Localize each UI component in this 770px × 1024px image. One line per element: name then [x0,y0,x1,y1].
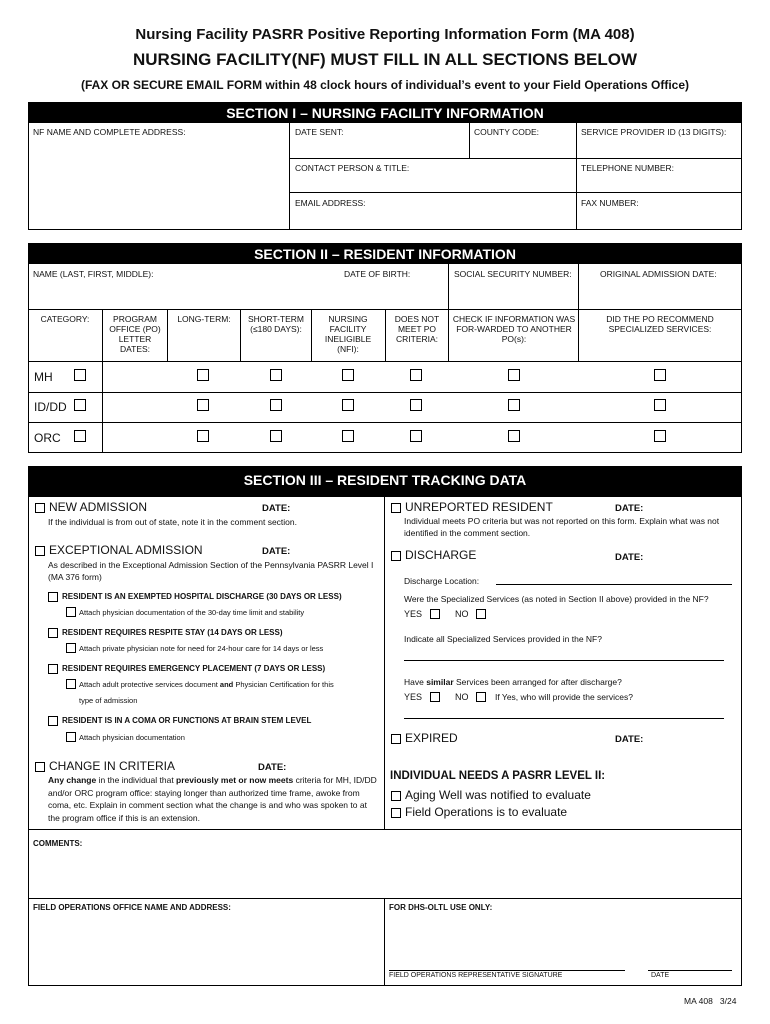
unreported-note: Individual meets PO criteria but was not reported on this form. Explain what was not identified in the comment section. [404,516,720,538]
aging-well-label: Aging Well was notified to evaluate [405,788,591,802]
col-nfi: NURSING FACILITY INELIGIBLE (NFI): [324,314,372,354]
new-admission-note: If the individual is from out of state, note it in the comment section. [48,517,297,527]
provider-id-field[interactable]: SERVICE PROVIDER ID (13 DIGITS): [581,127,727,137]
iddd-po-criteria-checkbox[interactable] [410,399,422,411]
orc-po-criteria-checkbox[interactable] [410,430,422,442]
telephone-field[interactable]: TELEPHONE NUMBER: [581,163,675,173]
expired-checkbox[interactable] [391,734,401,744]
fax-field[interactable]: FAX NUMBER: [581,198,639,208]
col-po-criteria: DOES NOT MEET PO CRITERIA: [394,314,440,344]
resident-name-field[interactable]: NAME (LAST, FIRST, MIDDLE): [33,269,154,279]
respite-attach-label: Attach private physician note for need for 24-hour care for 14 days or less [79,644,324,653]
specialized-question: Were the Specialized Services (as noted in Section II above) provided in the NF? [404,594,709,604]
mh-category-checkbox[interactable] [74,369,86,381]
row-iddd-label: ID/DD [34,400,67,414]
exceptional-note: As described in the Exceptional Admission Section of the Pennsylvania PASRR Level I (MA 376 form) [48,560,374,582]
email-field[interactable]: EMAIL ADDRESS: [295,198,366,208]
mh-specialized-checkbox[interactable] [654,369,666,381]
section-3-header: SECTION III – RESIDENT TRACKING DATA [29,467,741,497]
change-criteria-note: Any change in the individual that previously met or now meets criteria for MH, ID/DD and/or ORC program office: staying longer than authorized time frame, awoke from coma, etc. Explain in comment section what the change is and who was spoken to at the program office if this is an extension. [48,775,377,823]
mh-po-criteria-checkbox[interactable] [410,369,422,381]
exempted-label: RESIDENT IS AN EXEMPTED HOSPITAL DISCHARGE (30 DAYS OR LESS) [62,592,342,601]
contact-person-field[interactable]: CONTACT PERSON & TITLE: [295,163,410,173]
expired-date[interactable]: DATE: [615,734,644,745]
row-orc-label: ORC [34,431,61,445]
coma-label: RESIDENT IS IN A COMA OR FUNCTIONS AT BRAIN STEM LEVEL [62,716,312,725]
exempted-attach-checkbox[interactable] [66,607,76,617]
respite-attach-checkbox[interactable] [66,643,76,653]
dob-field[interactable]: DATE OF BIRTH: [344,269,411,279]
orc-nfi-checkbox[interactable] [342,430,354,442]
field-ops-checkbox[interactable] [391,808,401,818]
exceptional-checkbox[interactable] [35,546,45,556]
emergency-attach-label-2: type of admission [79,696,138,705]
col-short-term: SHORT-TERM (≤180 DAYS): [247,314,305,334]
emergency-checkbox[interactable] [48,664,58,674]
new-admission-date[interactable]: DATE: [262,503,291,514]
if-yes-line[interactable] [404,718,724,719]
discharge-location-label: Discharge Location: [404,576,480,586]
similar-no-checkbox[interactable] [476,692,486,702]
col-category: CATEGORY: [40,314,90,324]
coma-attach-label: Attach physician documentation [79,733,185,742]
exceptional-date[interactable]: DATE: [262,546,291,557]
specialized-yes-checkbox[interactable] [430,609,440,619]
change-criteria-checkbox[interactable] [35,762,45,772]
signature-label: FIELD OPERATIONS REPRESENTATIVE SIGNATURE [389,972,563,979]
similar-no-label: NO [455,692,469,702]
if-yes-label: If Yes, who will provide the services? [495,692,633,702]
orc-category-checkbox[interactable] [74,430,86,442]
similar-yes-checkbox[interactable] [430,692,440,702]
comments-label: COMMENTS: [33,839,83,848]
iddd-forwarded-checkbox[interactable] [508,399,520,411]
discharge-date[interactable]: DATE: [615,552,644,563]
section-1-header: SECTION I – NURSING FACILITY INFORMATION [29,103,741,123]
aging-well-checkbox[interactable] [391,791,401,801]
iddd-category-checkbox[interactable] [74,399,86,411]
new-admission-checkbox[interactable] [35,503,45,513]
specialized-no-checkbox[interactable] [476,609,486,619]
unreported-label: UNREPORTED RESIDENT [405,500,553,514]
form-footer: MA 408 3/24 [684,996,737,1006]
col-po-letter: PROGRAM OFFICE (PO) LETTER DATES: [109,314,161,354]
emergency-label: RESIDENT REQUIRES EMERGENCY PLACEMENT (7 DAYS OR LESS) [62,664,326,673]
signature-date-line[interactable] [648,970,732,971]
indicate-services-line[interactable] [404,660,724,661]
mh-long-term-checkbox[interactable] [197,369,209,381]
orc-forwarded-checkbox[interactable] [508,430,520,442]
change-criteria-label: CHANGE IN CRITERIA [49,759,176,773]
mh-forwarded-checkbox[interactable] [508,369,520,381]
similar-yes-label: YES [404,692,423,702]
orc-short-term-checkbox[interactable] [270,430,282,442]
section-2-header: SECTION II – RESIDENT INFORMATION [29,244,741,264]
emergency-attach-label: Attach adult protective services document and Physician Certification for this [79,680,334,689]
row-mh-label: MH [34,370,53,384]
dhs-label: FOR DHS-OLTL USE ONLY: [389,903,493,912]
form-instruction: (FAX OR SECURE EMAIL FORM within 48 clock hours of individual’s event to your Field Operations Office) [80,78,690,92]
iddd-specialized-checkbox[interactable] [654,399,666,411]
exceptional-label: EXCEPTIONAL ADMISSION [49,543,203,557]
specialized-yes-label: YES [404,609,423,619]
unreported-checkbox[interactable] [391,503,401,513]
respite-checkbox[interactable] [48,628,58,638]
orc-long-term-checkbox[interactable] [197,430,209,442]
specialized-no-label: NO [455,609,469,619]
discharge-location-line[interactable] [496,584,732,585]
signature-line[interactable] [389,970,625,971]
form-subtitle: NURSING FACILITY(NF) MUST FILL IN ALL SECTIONS BELOW [133,50,637,69]
col-specialized: DID THE PO RECOMMEND SPECIALIZED SERVICES: [606,314,714,334]
coma-checkbox[interactable] [48,716,58,726]
iddd-long-term-checkbox[interactable] [197,399,209,411]
ssn-field[interactable]: SOCIAL SECURITY NUMBER: [454,269,572,279]
county-code-field[interactable]: COUNTY CODE: [474,127,540,137]
iddd-short-term-checkbox[interactable] [270,399,282,411]
col-long-term: LONG-TERM: [177,314,231,324]
unreported-date[interactable]: DATE: [615,503,644,514]
mh-short-term-checkbox[interactable] [270,369,282,381]
similar-services-label: Have similar Services been arranged for after discharge? [404,677,622,687]
orig-admission-field[interactable]: ORIGINAL ADMISSION DATE: [600,269,717,279]
coma-attach-checkbox[interactable] [66,732,76,742]
discharge-checkbox[interactable] [391,551,401,561]
indicate-services-label: Indicate all Specialized Services provided in the NF? [404,634,602,644]
form-title: Nursing Facility PASRR Positive Reporting Information Form (MA 408) [135,26,635,43]
respite-label: RESIDENT REQUIRES RESPITE STAY (14 DAYS OR LESS) [62,628,283,637]
change-criteria-date[interactable]: DATE: [258,762,287,773]
exempted-checkbox[interactable] [48,592,58,602]
expired-label: EXPIRED [405,731,458,745]
new-admission-label: NEW ADMISSION [49,500,148,514]
mh-nfi-checkbox[interactable] [342,369,354,381]
orc-specialized-checkbox[interactable] [654,430,666,442]
field-ops-label: Field Operations is to evaluate [405,805,568,819]
nf-name-field[interactable]: NF NAME AND COMPLETE ADDRESS: [33,127,186,137]
signature-date-label: DATE [651,972,670,979]
discharge-label: DISCHARGE [405,548,477,562]
date-sent-field[interactable]: DATE SENT: [295,127,344,137]
comments-box[interactable] [28,829,742,899]
iddd-nfi-checkbox[interactable] [342,399,354,411]
col-forwarded: CHECK IF INFORMATION WAS FOR-WARDED TO ANOTHER PO(s): [452,314,576,344]
field-ops-office-label: FIELD OPERATIONS OFFICE NAME AND ADDRESS: [33,903,231,912]
emergency-attach-checkbox[interactable] [66,679,76,689]
exempted-attach-label: Attach physician documentation of the 30-day time limit and stability [79,608,305,617]
needs-level-2-label: INDIVIDUAL NEEDS A PASRR LEVEL II: [390,770,606,782]
